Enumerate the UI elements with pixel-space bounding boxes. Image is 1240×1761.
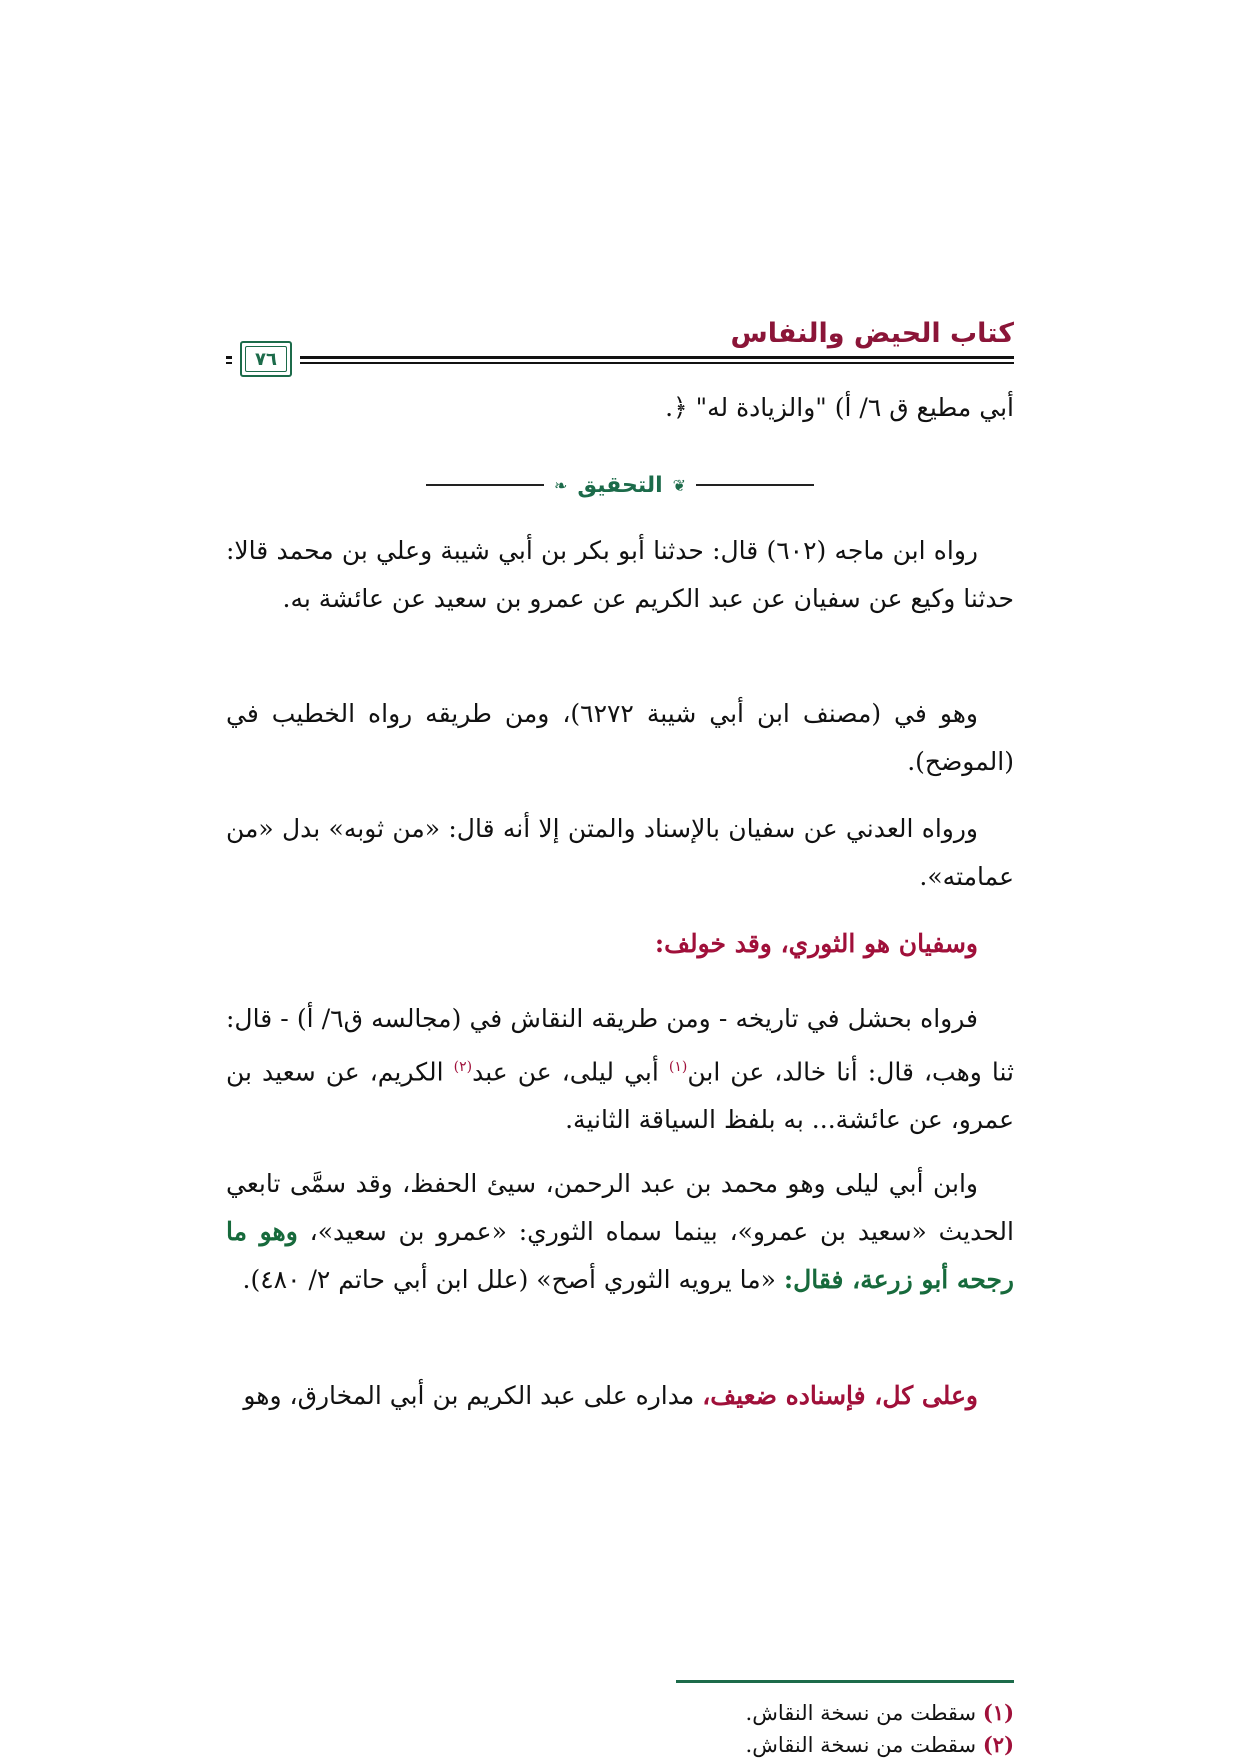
- paragraph: وعلى كل، فإسناده ضعيف، مداره على عبد الكريم بن أبي المخارق، وهو: [243, 1381, 978, 1410]
- footnote-ref[interactable]: (١): [668, 1059, 688, 1075]
- paragraph: وهو في (مصنف ابن أبي شيبة ٦٢٧٢)، ومن طريقه رواه الخطيب في (الموضح).: [226, 699, 1014, 776]
- ornament-icon: ❧: [553, 475, 568, 495]
- footnote-text: سقطت من نسخة النقاش.: [745, 1733, 977, 1757]
- footnote-ref[interactable]: (٢): [453, 1059, 473, 1075]
- highlighted-phrase: وهو ما رجحه أبو زرعة، فقال:: [226, 1217, 1014, 1294]
- footnote: [746, 1729, 1014, 1761]
- footnote-number: (٢): [982, 1732, 1014, 1757]
- intro-line: أبي مطيع ق ٦/ أ) "والزيادة له" ﴿.: [665, 393, 1014, 422]
- ornament-icon: ❦: [672, 475, 687, 495]
- footnote-text: سقطت من نسخة النقاش.: [745, 1701, 977, 1725]
- paragraph-heading: وسفيان هو الثوري، وقد خولف:: [654, 929, 978, 958]
- footnote-rule: [676, 1680, 1014, 1683]
- document-page: [226, 0, 1014, 1757]
- section-heading: التحقيق: [577, 472, 663, 498]
- book-title: كتاب الحيض والنفاس: [730, 318, 1014, 349]
- page-number-frame: [240, 341, 292, 377]
- footnote: [746, 1697, 1014, 1729]
- paragraph: ورواه العدني عن سفيان بالإسناد والمتن إلا أنه قال: «من ثوبه» بدل «من عمامته».: [226, 814, 1014, 891]
- header-rule: [226, 356, 1014, 364]
- page-number: ٧٦: [255, 348, 277, 370]
- section-divider: [226, 468, 1014, 502]
- paragraph: وابن أبي ليلى وهو محمد بن عبد الرحمن، سيئ الحفظ، وقد سمَّى تابعي الحديث «سعيد بن عمرو»، بينما سماه الثوري: «عمرو بن سعيد»، وهو ما رجحه أبو زرعة، فقال: «ما يرويه الثوري أصح» (علل ابن أبي حاتم ٢/ ٤٨٠).: [226, 1169, 1014, 1294]
- highlighted-phrase: وعلى كل، فإسناده ضعيف،: [702, 1381, 978, 1410]
- footnote-number: (١): [982, 1700, 1014, 1725]
- paragraph: فرواه بحشل في تاريخه - ومن طريقه النقاش في (مجالسه ق٦/ أ) - قال: ثنا وهب، قال: أنا خالد، عن ابن$^{(١)}$ أبي ليلى، عن عبد$^{(٢)}$ الكريم، عن سعيد بن عمرو، عن عائشة... به بلفظ السياقة الثانية.: [226, 1004, 1014, 1135]
- paragraph: رواه ابن ماجه (٦٠٢) قال: حدثنا أبو بكر بن أبي شيبة وعلي بن محمد قالا: حدثنا وكيع عن سفيان عن عبد الكريم عن عمرو بن سعيد عن عائشة به.: [226, 536, 1014, 613]
